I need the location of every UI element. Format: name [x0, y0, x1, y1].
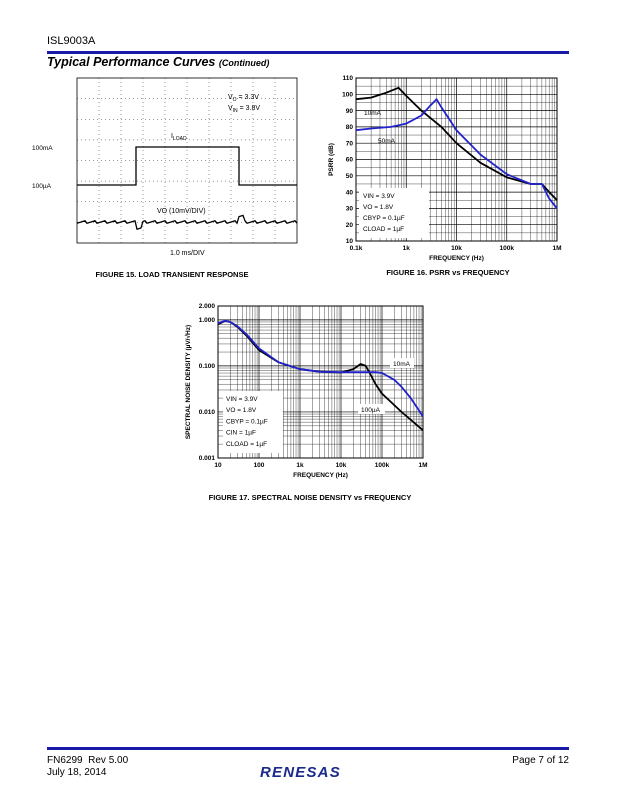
- footer-rule: [47, 747, 569, 750]
- x-tick-label: 100k: [374, 462, 390, 469]
- y-tick-label: 100: [342, 91, 353, 99]
- x-axis-label: FREQUENCY (Hz): [429, 255, 484, 262]
- vo-trace-label: VO (10mV/DIV): [157, 208, 206, 215]
- y-tick-label: 40: [345, 189, 353, 197]
- condition-text: CLOAD = 1µF: [226, 440, 268, 448]
- y-axis-label: SPECTRAL NOISE DENSITY (µV/√Hz): [185, 324, 192, 440]
- y-tick-label: 2.000: [198, 303, 215, 311]
- condition-text: CBYP = 0.1µF: [226, 418, 268, 426]
- load-transient-scope: [30, 75, 300, 260]
- vin-label: $V_{IN} = 3.8V$: [228, 105, 261, 114]
- x-tick-label: 0.1k: [349, 245, 363, 252]
- y-tick-label: 50: [345, 173, 353, 180]
- condition-text: VIN = 3.9V: [226, 396, 258, 403]
- figure-17-caption: FIGURE 17. SPECTRAL NOISE DENSITY vs FREQUENCY: [208, 493, 412, 502]
- x-tick-label: 1k: [402, 245, 410, 252]
- section-continued: (Continued): [218, 58, 270, 68]
- header-rule: [47, 51, 569, 54]
- figure-15-caption: FIGURE 15. LOAD TRANSIENT RESPONSE: [95, 270, 249, 279]
- level-low-label: 100µA: [32, 183, 51, 190]
- y-tick-label: 20: [345, 221, 353, 229]
- annotation-50mA: 50mA: [378, 138, 395, 145]
- y-tick-label: 1.000: [198, 317, 215, 325]
- annotation-10mA: 10mA: [364, 110, 381, 117]
- condition-text: CIN = 1µF: [226, 429, 256, 437]
- x-tick-label: 100: [253, 462, 265, 469]
- footer-left: [47, 755, 128, 779]
- svg-text:RENESAS: RENESAS: [260, 764, 341, 781]
- x-tick-label: 10: [214, 462, 222, 469]
- doc-header-title: ISL9003A: [47, 35, 96, 47]
- page-number: Page 7 of 12: [512, 755, 569, 766]
- doc-date: July 18, 2014: [47, 767, 107, 778]
- timebase-label: 1.0 ms/DIV: [170, 250, 205, 257]
- condition-text: CLOAD = 1µF: [363, 226, 405, 233]
- x-tick-label: 1M: [552, 245, 562, 252]
- noise-chart: [180, 298, 435, 488]
- scope-grid: [77, 78, 297, 243]
- y-tick-label: 30: [345, 205, 353, 213]
- section-title: [47, 55, 269, 69]
- y-tick-label: 60: [345, 156, 353, 164]
- x-tick-label: 1M: [418, 462, 428, 469]
- level-high-label: 100mA: [32, 145, 53, 152]
- psrr-chart: [323, 70, 568, 265]
- iload-label: $I_{LOAD}$: [171, 133, 187, 142]
- vo-trace: [77, 215, 297, 229]
- annotation-100uA: 100µA: [361, 407, 380, 414]
- x-tick-label: 100k: [499, 245, 514, 252]
- y-tick-label: 0.001: [198, 455, 215, 463]
- y-tick-label: 10: [345, 238, 353, 246]
- condition-text: VO = 1.8V: [363, 204, 394, 211]
- x-tick-label: 10k: [335, 462, 347, 469]
- x-tick-label: 10k: [451, 245, 462, 252]
- condition-text: CBYP = 0.1µF: [363, 215, 405, 222]
- section-title-text: Typical Performance Curves: [47, 55, 216, 69]
- y-tick-label: 0.010: [198, 409, 215, 417]
- x-axis-label: FREQUENCY (Hz): [293, 472, 348, 479]
- condition-text: VIN = 3.9V: [363, 193, 395, 200]
- vo-label: $V_O = 3.3V$: [228, 94, 259, 103]
- y-tick-label: 70: [345, 140, 353, 148]
- y-tick-label: 80: [345, 124, 353, 132]
- figure-16-caption: FIGURE 16. PSRR vs FREQUENCY: [386, 268, 510, 277]
- annotation-10mA: 10mA: [393, 361, 410, 368]
- y-tick-label: 90: [345, 107, 353, 115]
- y-tick-label: 110: [342, 75, 353, 83]
- x-tick-label: 1k: [296, 462, 304, 469]
- condition-text: VO = 1.8V: [226, 407, 257, 415]
- y-axis-label: PSRR (dB): [328, 143, 335, 176]
- y-tick-label: 0.100: [198, 363, 215, 371]
- doc-id: FN6299 Rev 5.00: [47, 755, 129, 766]
- renesas-logo: [258, 759, 358, 783]
